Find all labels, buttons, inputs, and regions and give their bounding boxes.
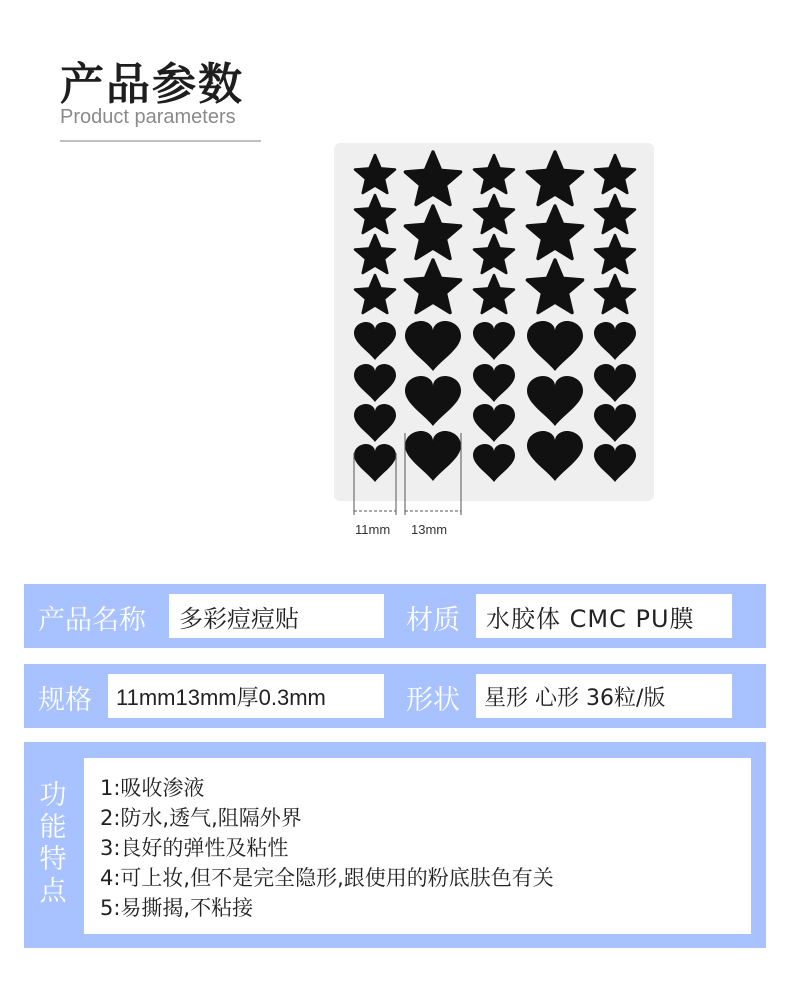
material-label: 材质 bbox=[406, 605, 460, 636]
heart-sticker bbox=[594, 364, 636, 402]
star-sticker bbox=[474, 195, 514, 233]
features-label-text: 功 能 特 点 bbox=[39, 780, 67, 907]
spec-value bbox=[108, 674, 384, 718]
heart-sticker bbox=[527, 376, 583, 426]
feature-item-3: 3:良好的弹性及粘性 bbox=[100, 836, 289, 860]
star-sticker bbox=[405, 260, 460, 313]
name-value-text: 多彩痘痘贴 bbox=[179, 604, 299, 633]
heart-sticker bbox=[405, 376, 461, 426]
star-sticker bbox=[595, 275, 635, 313]
star-sticker bbox=[355, 155, 395, 193]
heart-sticker bbox=[473, 404, 515, 442]
heart-sticker bbox=[473, 322, 515, 360]
shape-label: 形状 bbox=[406, 685, 460, 716]
spec-label: 规格 bbox=[38, 685, 92, 716]
name-value bbox=[169, 594, 384, 638]
heart-sticker bbox=[354, 444, 396, 482]
star-sticker bbox=[595, 195, 635, 233]
star-sticker bbox=[405, 152, 460, 205]
page-title: 产品参数 bbox=[60, 59, 244, 110]
heart-sticker bbox=[405, 321, 461, 371]
star-sticker bbox=[474, 275, 514, 313]
title-divider bbox=[60, 140, 261, 142]
heart-sticker bbox=[594, 322, 636, 360]
dimension-label-small: 11mm bbox=[355, 522, 391, 537]
star-sticker bbox=[474, 235, 514, 273]
heart-sticker bbox=[473, 364, 515, 402]
heart-sticker bbox=[473, 444, 515, 482]
heart-sticker bbox=[594, 444, 636, 482]
page-subtitle: Product parameters bbox=[60, 106, 236, 128]
heart-sticker bbox=[527, 321, 583, 371]
star-sticker bbox=[527, 260, 582, 313]
material-value-text: 水胶体 CMC PU膜 bbox=[486, 604, 695, 633]
feature-item-5: 5:易撕揭,不粘接 bbox=[100, 896, 254, 920]
feature-item-4: 4:可上妆,但不是完全隐形,跟使用的粉底肤色有关 bbox=[100, 866, 554, 890]
spec-value-text: 11mm13mm厚0.3mm bbox=[116, 684, 326, 710]
star-sticker bbox=[355, 235, 395, 273]
heart-sticker bbox=[354, 364, 396, 402]
star-sticker bbox=[405, 206, 460, 259]
feature-item-1: 1:吸收渗液 bbox=[100, 776, 205, 800]
name-label: 产品名称 bbox=[38, 605, 146, 636]
star-sticker bbox=[355, 275, 395, 313]
sticker-diagram bbox=[334, 143, 654, 543]
shape-value bbox=[476, 674, 732, 718]
shape-value-text: 星形 心形 36粒/版 bbox=[484, 685, 666, 711]
star-sticker bbox=[595, 155, 635, 193]
param-row-name-material bbox=[24, 584, 766, 648]
heart-sticker bbox=[354, 322, 396, 360]
heart-sticker bbox=[405, 431, 461, 481]
feature-item-2: 2:防水,透气,阻隔外界 bbox=[100, 806, 302, 830]
features-label bbox=[38, 780, 68, 908]
heart-sticker bbox=[594, 404, 636, 442]
features-box bbox=[84, 758, 751, 934]
material-value bbox=[476, 594, 732, 638]
param-row-spec-shape bbox=[24, 664, 766, 728]
heart-sticker bbox=[354, 404, 396, 442]
dimension-label-large: 13mm bbox=[411, 522, 448, 537]
star-sticker bbox=[595, 235, 635, 273]
star-sticker bbox=[355, 195, 395, 233]
heart-sticker bbox=[527, 431, 583, 481]
star-sticker bbox=[527, 152, 582, 205]
star-sticker bbox=[474, 155, 514, 193]
star-sticker bbox=[527, 206, 582, 259]
